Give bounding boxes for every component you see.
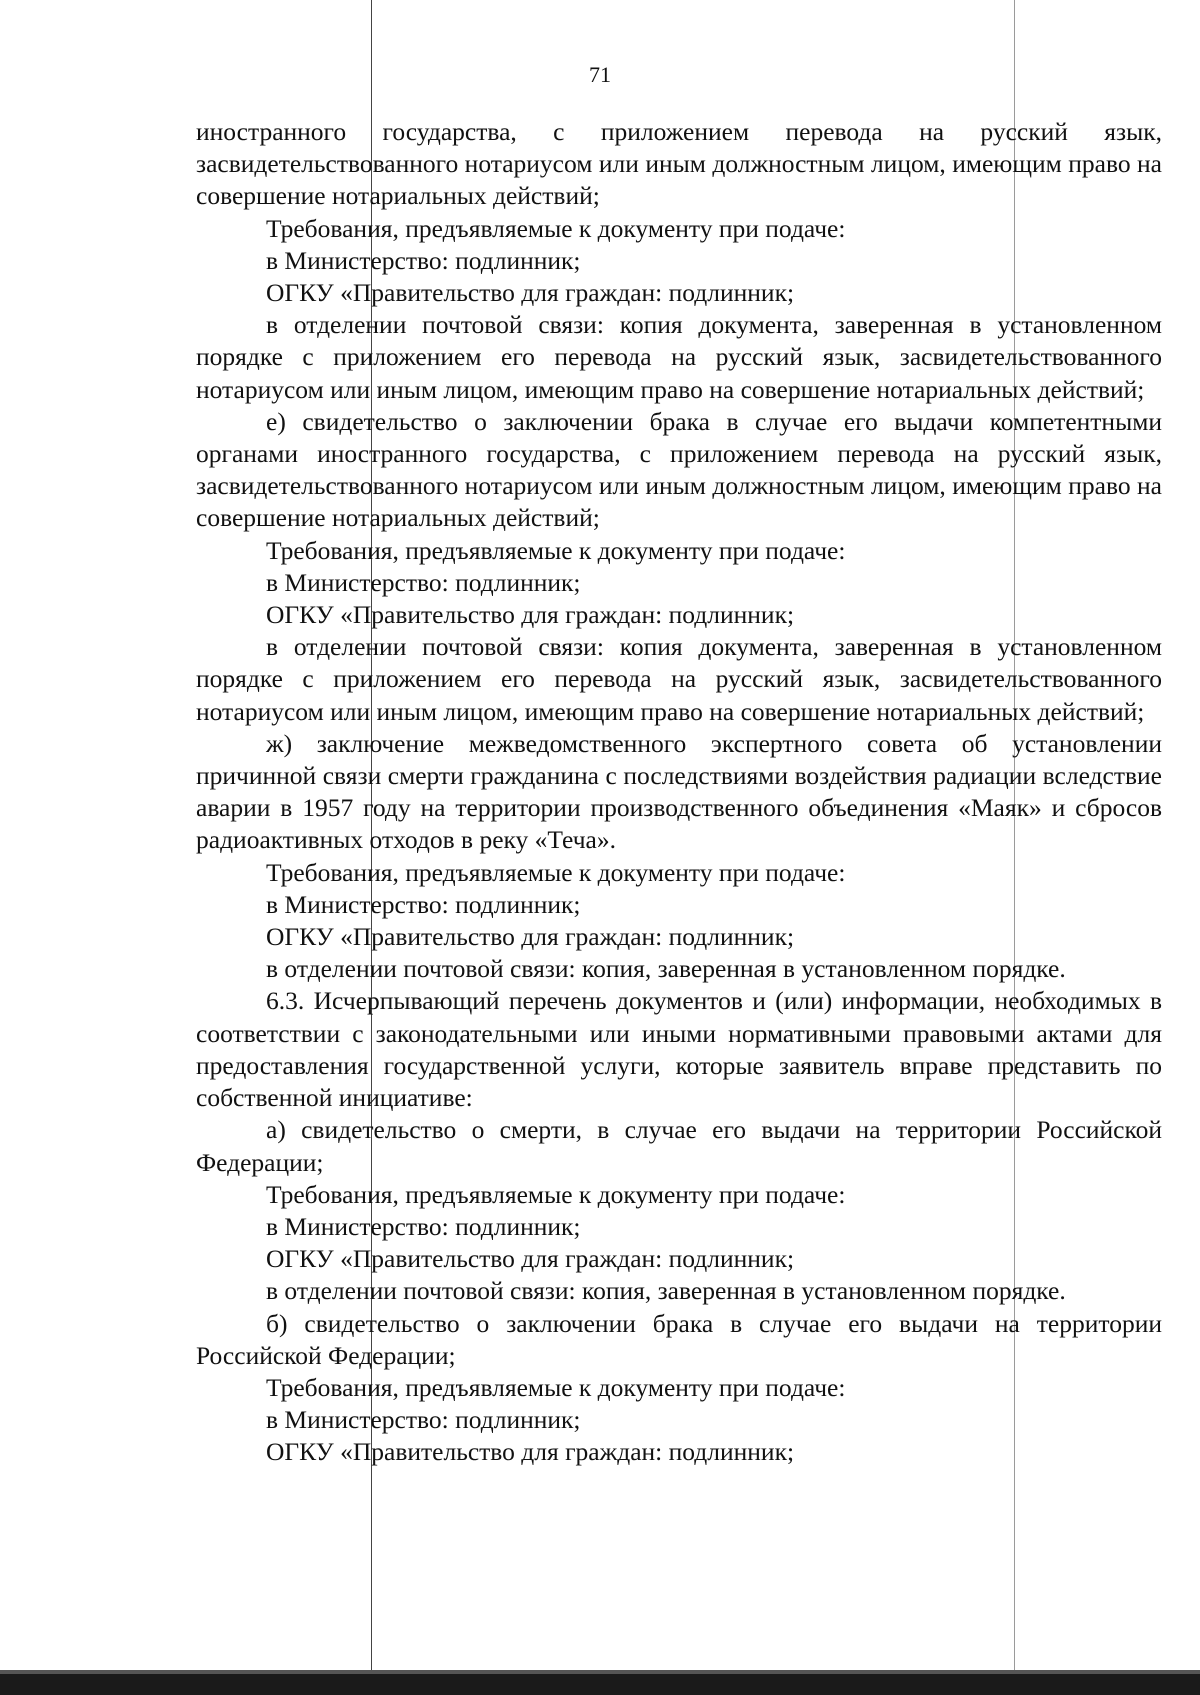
paragraph: в отделении почтовой связи: копия, заверенная в установленном порядке.	[266, 1276, 1066, 1306]
paragraph: в Министерство: подлинник;	[266, 567, 581, 597]
paragraph: в отделении почтовой связи: копия документа, заверенная в установленном порядке с приложением его перевода на русский язык, засвидетельствованного нотариусом или иным лицом, имеющим право на совершение нотариальных действий;	[196, 310, 1162, 404]
paragraph: Требования, предъявляемые к документу при подаче:	[266, 535, 846, 565]
paragraph: Требования, предъявляемые к документу при подаче:	[266, 857, 846, 887]
paragraph: в Министерство: подлинник;	[266, 1211, 581, 1241]
page-number: 71	[589, 62, 611, 87]
paragraph: ОГКУ «Правительство для граждан: подлинник;	[266, 278, 795, 308]
paragraph: Требования, предъявляемые к документу при подаче:	[266, 1372, 846, 1402]
paragraph: в Министерство: подлинник;	[266, 889, 581, 919]
paragraph: е) свидетельство о заключении брака в случае его выдачи компетентными органами иностранного государства, с приложением перевода на русский язык, засвидетельствованного нотариусом или иным должностным лицом, имеющим право на совершение нотариальных действий;	[196, 406, 1162, 533]
scan-bottom-border-edge	[0, 1670, 1200, 1674]
paragraph: ОГКУ «Правительство для граждан: подлинник;	[266, 922, 795, 952]
document-body	[196, 116, 1162, 1469]
paragraph: в Министерство: подлинник;	[266, 1405, 581, 1435]
paragraph: в Министерство: подлинник;	[266, 245, 581, 275]
paragraph: б) свидетельство о заключении брака в случае его выдачи на территории Российской Федерации;	[196, 1308, 1162, 1370]
paragraph: иностранного государства, с приложением перевода на русский язык, засвидетельствованного нотариусом или иным должностным лицом, имеющим право на совершение нотариальных действий;	[196, 117, 1162, 211]
paragraph: Требования, предъявляемые к документу при подаче:	[266, 213, 846, 243]
paragraph: в отделении почтовой связи: копия документа, заверенная в установленном порядке с приложением его перевода на русский язык, засвидетельствованного нотариусом или иным лицом, имеющим право на совершение нотариальных действий;	[196, 632, 1162, 726]
paragraph: Требования, предъявляемые к документу при подаче:	[266, 1179, 846, 1209]
paragraph: а) свидетельство о смерти, в случае его выдачи на территории Российской Федерации;	[196, 1115, 1162, 1177]
paragraph: 6.3. Исчерпывающий перечень документов и (или) информации, необходимых в соответствии с законодательными или иными нормативными правовыми актами для предоставления государственной услуги, которые заявитель вправе представить по собственной инициативе:	[196, 986, 1162, 1113]
paragraph: ОГКУ «Правительство для граждан: подлинник;	[266, 1437, 795, 1467]
paragraph: ОГКУ «Правительство для граждан: подлинник;	[266, 1244, 795, 1274]
paragraph: ОГКУ «Правительство для граждан: подлинник;	[266, 600, 795, 630]
paragraph: в отделении почтовой связи: копия, заверенная в установленном порядке.	[266, 954, 1066, 984]
paragraph: ж) заключение межведомственного экспертного совета об установлении причинной связи смерти гражданина с последствиями воздействия радиации вследствие аварии в 1957 году на территории производственного объединения «Маяк» и сбросов радиоактивных отходов в реку «Теча».	[196, 728, 1162, 855]
